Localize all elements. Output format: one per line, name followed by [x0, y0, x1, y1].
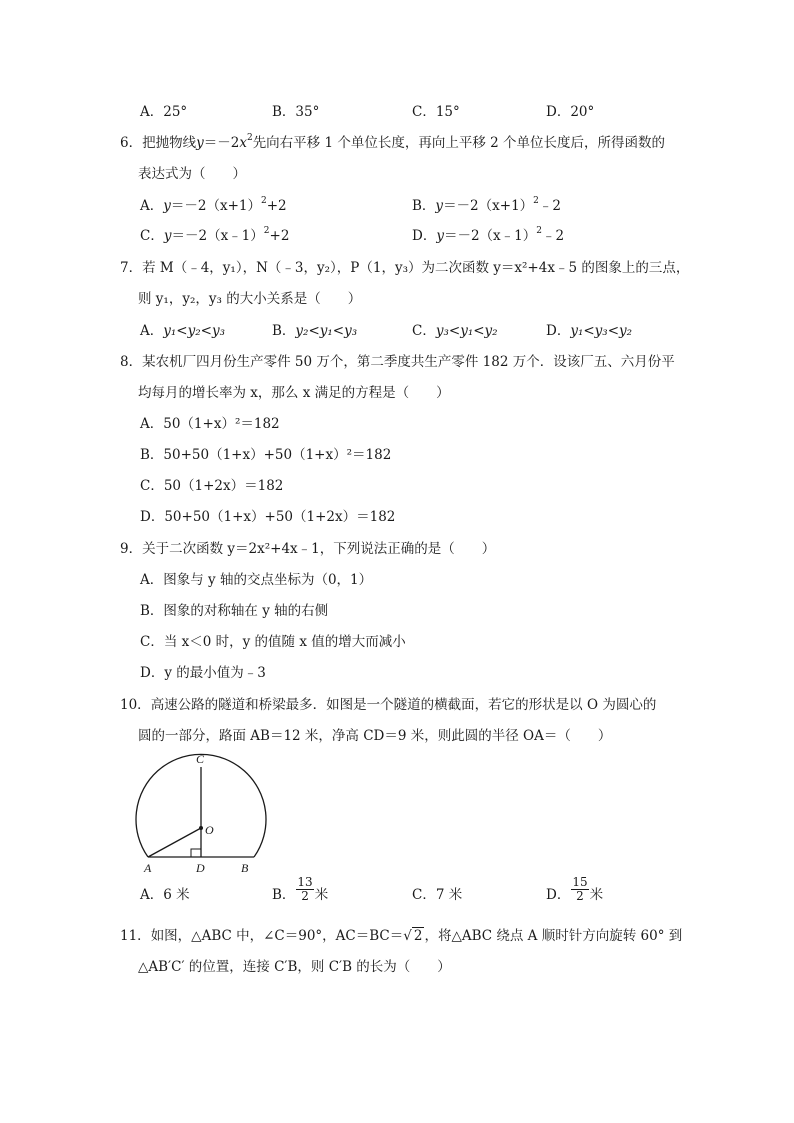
- q6-option-a: A．$y=-2(x+1)^2+2$: [140, 196, 287, 214]
- q7-stem-line2: 则 y₁，y₂，y₃ 的大小关系是（ ）: [138, 291, 362, 307]
- q8-stem-line1: 8．某农机厂四月份生产零件 50 万个，第二季度共生产零件 182 万个．设该厂五、六月份平: [120, 354, 675, 370]
- label-o: O: [205, 823, 214, 837]
- q5-option-d: D．20°: [546, 104, 595, 120]
- q10-stem-line2: 圆的一部分，路面 AB＝12 米，净高 CD＝9 米，则此圆的半径 OA＝（ ）: [138, 728, 612, 744]
- q8-option-d: D．50+50（1+x）+50（1+2x）＝182: [140, 509, 396, 525]
- q9-stem-line1: 9．关于二次函数 y＝2x²+4x﹣1，下列说法正确的是（ ）: [120, 541, 496, 557]
- q9-option-a: A．图象与 y 轴的交点坐标为（0，1）: [140, 572, 373, 588]
- q10-option-c: C．7 米: [412, 887, 463, 903]
- q10-option-b: B． $\frac{13}{2}$ 米: [272, 875, 329, 903]
- q7-option-c: C．y₃<y₁<y₂: [412, 323, 498, 339]
- q7-option-d: D．y₁<y₃<y₂: [546, 323, 633, 339]
- q9-option-d: D．y 的最小值为﹣3: [140, 665, 266, 681]
- q8-option-b: B．50+50（1+x）+50（1+x）²＝182: [140, 447, 392, 463]
- q5-option-b: B．35°: [272, 104, 320, 120]
- label-b: B: [241, 861, 249, 875]
- q6-option-c: C．y＝－2（x﹣1）$^2$+2: [140, 226, 290, 244]
- q10-stem-line1: 10．高速公路的隧道和桥梁最多．如图是一个隧道的横截面，若它的形状是以 O 为圆心的: [120, 697, 657, 713]
- q6-option-b: B．$y=-2(x+1)^2﹣2$: [412, 196, 561, 214]
- q10-option-d: D． $\frac{15}{2}$ 米: [546, 875, 604, 903]
- q11-stem-line2: △AB′C′ 的位置，连接 C′B，则 C′B 的长为（ ）: [138, 959, 451, 975]
- q7-stem-line1: 7．若 M（﹣4，y₁），N（﹣3，y₂），P（1，y₃）为二次函数 y＝x²+4x﹣5 的图象上的三点，: [120, 260, 690, 276]
- q6-option-d: D．y＝－2（x﹣1）$^2$﹣2: [412, 226, 565, 244]
- right-angle-mark: [191, 849, 201, 857]
- q11-stem-line1: 11．如图，△ABC 中，∠C＝90°，AC＝BC＝√ 2 ，将△ABC 绕点 A 顺时针方向旋转 60° 到: [120, 928, 683, 944]
- q10-tunnel-figure: [130, 750, 275, 878]
- q5-option-a: A．25°: [140, 104, 188, 120]
- q6-stem-line2: 表达式为（ ）: [138, 166, 246, 182]
- q8-option-a: A．50（1+x）²＝182: [140, 416, 280, 432]
- q8-option-c: C．50（1+2x）＝182: [140, 478, 284, 494]
- q8-stem-line2: 均每月的增长率为 x，那么 x 满足的方程是（ ）: [138, 385, 450, 401]
- q7-option-b: B．y₂<y₁<y₃: [272, 323, 358, 339]
- label-d: D: [196, 861, 205, 875]
- center-o: [199, 826, 203, 830]
- q5-option-c: C．15°: [412, 104, 460, 120]
- label-c: C: [196, 752, 205, 766]
- q10-option-a: A．6 米: [140, 887, 190, 903]
- radius-oa: [148, 828, 201, 857]
- q9-option-b: B．图象的对称轴在 y 轴的右侧: [140, 603, 329, 619]
- q9-option-c: C．当 x＜0 时，y 的值随 x 值的增大而减小: [140, 634, 406, 650]
- q6-stem-line1: 6．把抛物线$y=-2x^2$先向右平移 1 个单位长度，再向上平移 2 个单位长度后，所得函数的: [120, 133, 666, 151]
- q7-option-a: A．y₁<y₂<y₃: [140, 323, 225, 339]
- label-a: A: [144, 861, 152, 875]
